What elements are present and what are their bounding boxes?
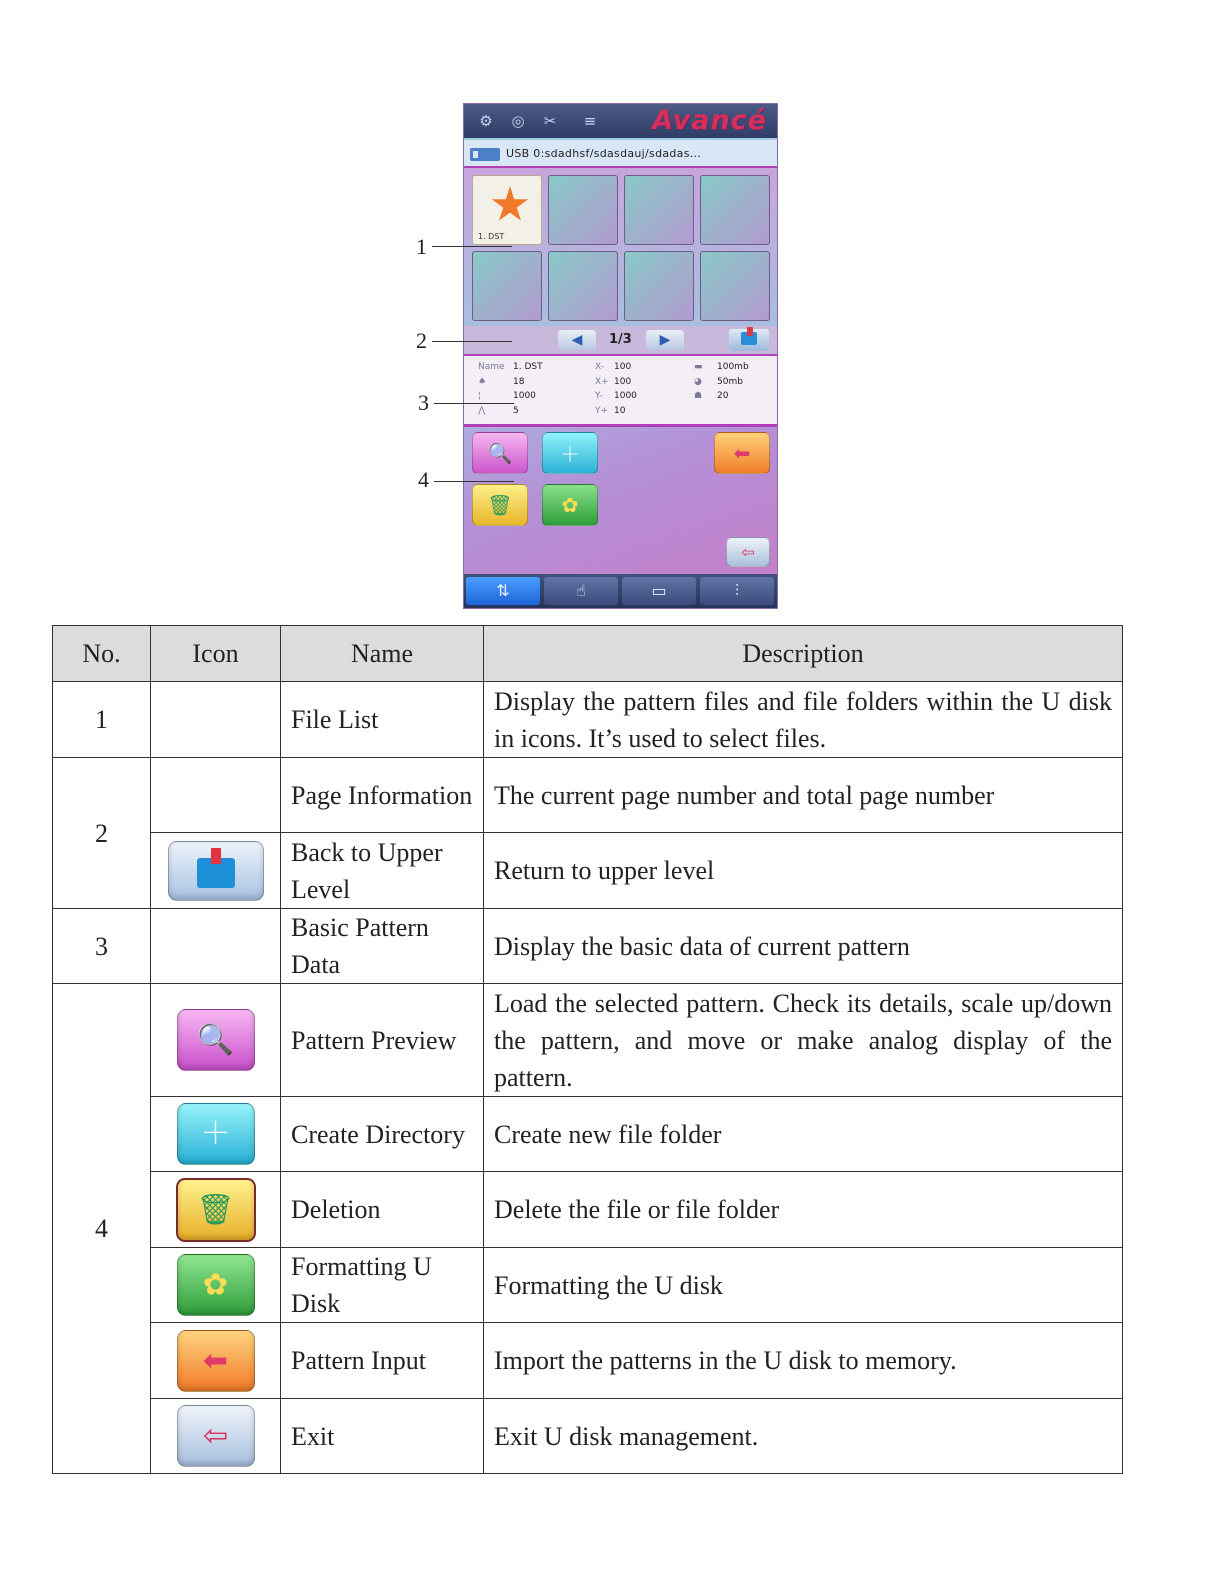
create-directory-button[interactable]: [542, 432, 598, 474]
file-slot[interactable]: [700, 251, 770, 321]
row-description: Import the patterns in the U disk to memory.: [484, 1323, 1123, 1399]
callout-1: 1: [416, 234, 427, 259]
basic-pattern-data: [464, 356, 777, 427]
table-header: [53, 626, 1123, 682]
pattern-name: 1. DST: [513, 362, 543, 372]
needles-button[interactable]: ⫶: [700, 577, 774, 605]
folder-up-icon: [741, 332, 757, 345]
header-description: Description: [484, 626, 1123, 682]
pattern-thumbnail: [491, 186, 529, 224]
scissors-icon: ✂: [543, 112, 557, 130]
table-row: [53, 1399, 1123, 1474]
row-no: 1: [53, 682, 151, 758]
usb-icon: [470, 148, 500, 161]
back-upper-level-button[interactable]: [729, 329, 769, 351]
row-name: Pattern Preview: [281, 984, 484, 1097]
row-description: Display the pattern files and file folders within the U disk in icons. It’s used to select files.: [484, 682, 1123, 758]
row-icon: [151, 1172, 281, 1248]
device-screenshot: [463, 103, 778, 609]
file-slot[interactable]: [472, 251, 542, 321]
row-no: 4: [53, 984, 151, 1474]
row-icon: [151, 1399, 281, 1474]
x-plus-value: 100: [614, 376, 632, 387]
file-slot[interactable]: [624, 251, 694, 321]
needle-bar-icon: ≡: [583, 112, 597, 130]
exit-icon: ⇦: [741, 542, 755, 562]
row-description: The current page number and total page number: [484, 758, 1123, 833]
row-description: Display the basic data of current pattern: [484, 909, 1123, 984]
stitch-icon: ♠: [478, 376, 487, 387]
row-name: Back to Upper Level: [281, 833, 484, 909]
disk-icon: ◕: [694, 376, 702, 387]
row-name: Create Directory: [281, 1097, 484, 1172]
file-slot[interactable]: [700, 175, 770, 245]
function-table: [52, 625, 1123, 1474]
memory-value: 100mb: [717, 362, 749, 372]
memory-icon: ▬: [694, 362, 703, 372]
row-name: Basic Pattern Data: [281, 909, 484, 984]
row-description: Formatting the U disk: [484, 1248, 1123, 1323]
pattern-input-icon: ⬅: [733, 441, 751, 465]
speed-icon: ¦: [478, 391, 482, 401]
file-item[interactable]: [472, 175, 542, 245]
callout-3: 3: [418, 390, 429, 415]
y-minus-label: Y-: [595, 391, 603, 401]
callout-line: [434, 481, 514, 482]
pattern-input-icon: ⬅: [177, 1330, 255, 1392]
row-name: Exit: [281, 1399, 484, 1474]
table-row: [53, 1097, 1123, 1172]
files-value: 20: [717, 391, 729, 401]
table-row: [53, 682, 1123, 758]
header-icon: Icon: [151, 626, 281, 682]
row-name: Formatting U Disk: [281, 1248, 484, 1323]
manual-mode-button[interactable]: ☝: [544, 577, 618, 605]
page-number: 1/3: [609, 332, 632, 347]
next-page-button[interactable]: ▶: [646, 330, 684, 350]
prev-page-button[interactable]: ◀: [558, 330, 596, 350]
row-name: Page Information: [281, 758, 484, 833]
table-row: [53, 1248, 1123, 1323]
exit-icon: ⇦: [177, 1405, 255, 1467]
row-description: Load the selected pattern. Check its details, scale up/down the pattern, and move or make analog display of the pattern.: [484, 984, 1123, 1097]
file-name: 1. DST: [478, 232, 505, 241]
delete-icon: 🗑: [487, 493, 513, 517]
create-folder-icon: ＋: [560, 442, 580, 467]
table-row: [53, 758, 1123, 833]
pattern-value: 18: [513, 376, 525, 387]
callout-line: [432, 246, 512, 247]
thread-icon: ⚙: [479, 112, 493, 130]
callout-line: [434, 403, 514, 404]
table-row: [53, 1323, 1123, 1399]
path-bar: [464, 140, 777, 168]
row-no: 3: [53, 909, 151, 984]
files-icon: ☗: [694, 391, 703, 401]
row-icon: [151, 1323, 281, 1399]
header-no: No.: [53, 626, 151, 682]
pattern-value: 5: [513, 405, 519, 416]
y-plus-value: 10: [614, 405, 626, 416]
row-icon: [151, 1248, 281, 1323]
row-name: File List: [281, 682, 484, 758]
header-name: Name: [281, 626, 484, 682]
format-disk-icon: ✿: [177, 1254, 255, 1316]
callout-4: 4: [418, 467, 429, 492]
y-minus-value: 1000: [614, 391, 637, 401]
file-list: [464, 168, 777, 329]
needle-icon: ◎: [511, 112, 525, 130]
row-description: Create new file folder: [484, 1097, 1123, 1172]
disk-value: 50mb: [717, 376, 743, 387]
row-description: Return to upper level: [484, 833, 1123, 909]
table-row: [53, 909, 1123, 984]
exit-button[interactable]: [726, 537, 770, 567]
name-label: Name: [478, 362, 505, 372]
row-name: Deletion: [281, 1172, 484, 1248]
pattern-preview-icon: 🔍: [177, 1009, 255, 1071]
row-name: Pattern Input: [281, 1323, 484, 1399]
format-u-disk-button[interactable]: [542, 484, 598, 526]
row-icon-empty: [151, 682, 281, 758]
callout-2: 2: [416, 328, 427, 353]
folder-up-icon: [168, 841, 264, 901]
row-no: 2: [53, 758, 151, 909]
x-plus-label: X+: [595, 376, 609, 387]
pattern-input-button[interactable]: [714, 432, 770, 474]
brand-logo: Avancé: [652, 105, 767, 136]
row-icon: [151, 1097, 281, 1172]
deletion-button[interactable]: [472, 484, 528, 526]
callout-line: [432, 341, 512, 342]
needle-mode-button[interactable]: ⇅: [466, 577, 540, 605]
row-description: Delete the file or file folder: [484, 1172, 1123, 1248]
file-slot[interactable]: [548, 175, 618, 245]
pattern-value: 1000: [513, 391, 536, 401]
create-folder-icon: ＋: [177, 1103, 255, 1165]
file-slot[interactable]: [624, 175, 694, 245]
top-status-bar: [464, 104, 777, 138]
table-row: [53, 1172, 1123, 1248]
color-icon: ⋀: [478, 405, 486, 416]
x-minus-label: X-: [595, 362, 604, 372]
row-icon: [151, 833, 281, 909]
pattern-preview-button[interactable]: [472, 432, 528, 474]
delete-icon: 🗑: [176, 1178, 256, 1242]
format-disk-icon: ✿: [561, 493, 579, 517]
table-row: [53, 833, 1123, 909]
file-slot[interactable]: [548, 251, 618, 321]
x-minus-value: 100: [614, 362, 632, 372]
row-icon-empty: [151, 909, 281, 984]
row-icon: [151, 984, 281, 1097]
frame-button[interactable]: ▭: [622, 577, 696, 605]
row-icon-empty: [151, 758, 281, 833]
bottom-nav-bar: [464, 574, 777, 608]
table-row: [53, 984, 1123, 1097]
current-path: USB 0:sdadhsf/sdasdauj/sdadas...: [506, 147, 702, 160]
pattern-preview-icon: 🔍: [487, 441, 513, 465]
y-plus-label: Y+: [595, 405, 609, 416]
row-description: Exit U disk management.: [484, 1399, 1123, 1474]
